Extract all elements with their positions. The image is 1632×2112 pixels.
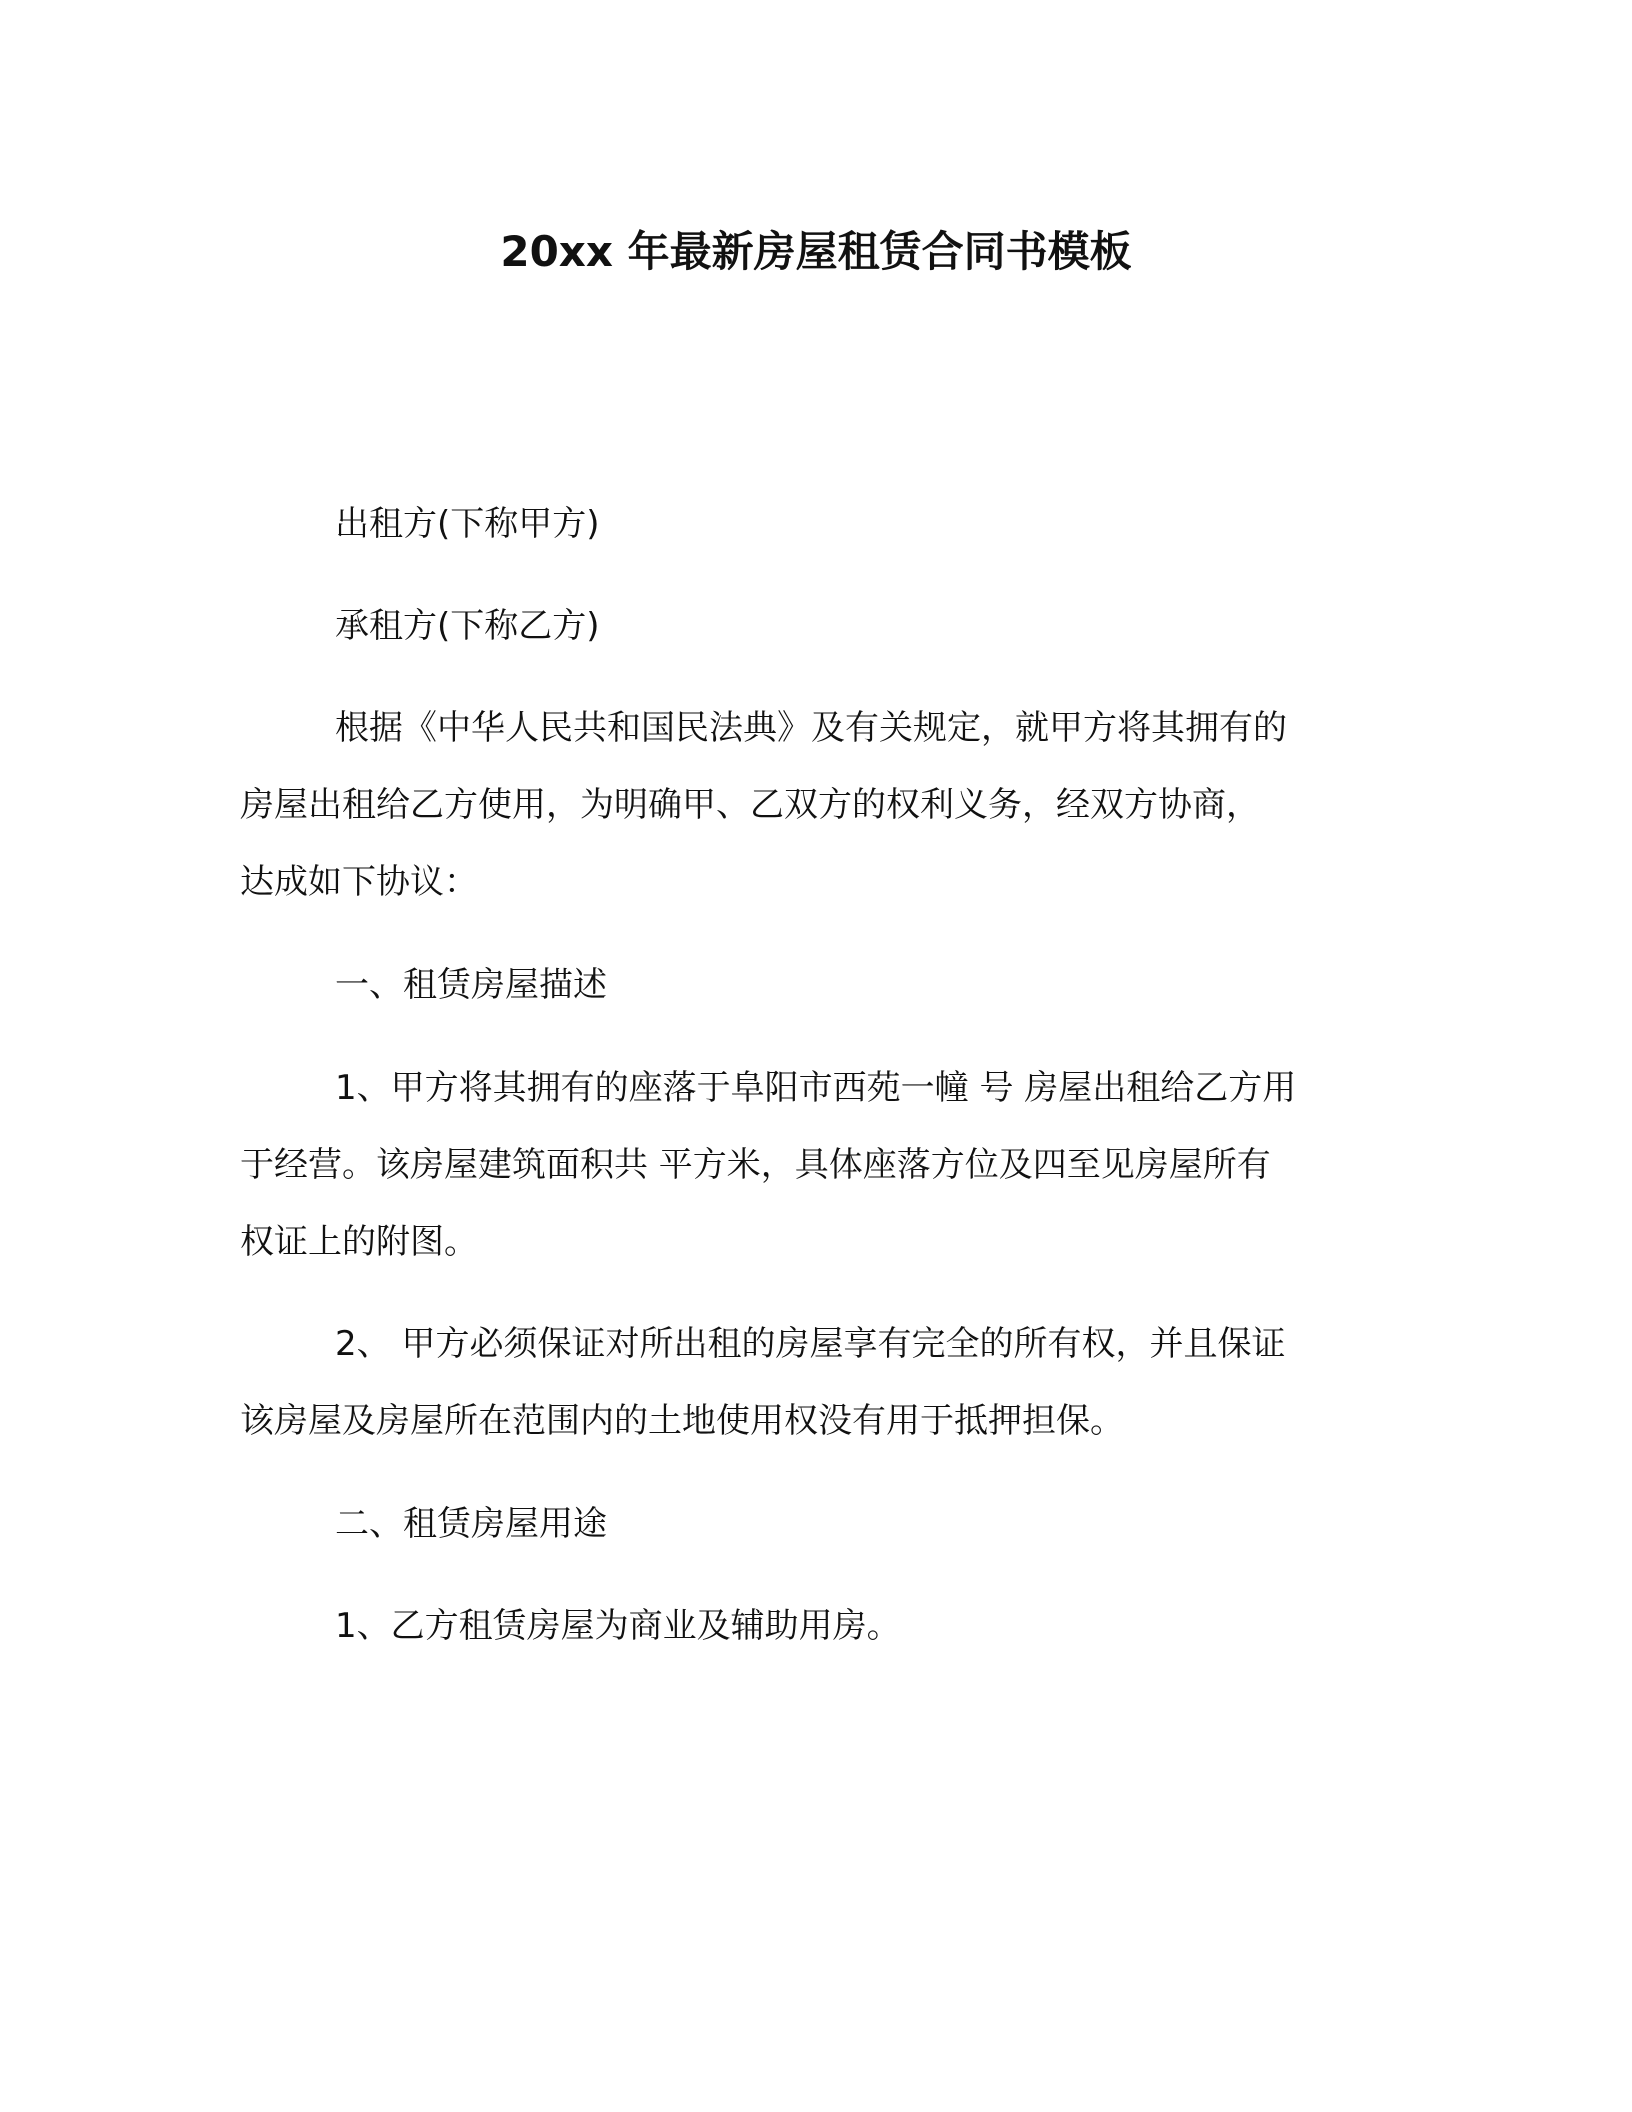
paragraph-line: 出租方(下称甲方) — [335, 504, 600, 544]
section-1-item-1 — [240, 1050, 1380, 1281]
paragraph-line: 1、甲方将其拥有的座落于阜阳市西苑一幢 号 房屋出租给乙方用 — [335, 1068, 1297, 1108]
paragraph-line: 根据《中华人民共和国民法典》及有关规定，就甲方将其拥有的 — [335, 708, 1287, 748]
section-1-heading — [240, 947, 1380, 1024]
paragraph-line: 于经营。该房屋建筑面积共 平方米，具体座落方位及四至见房屋所有 — [240, 1145, 1271, 1185]
paragraph-line: 一、租赁房屋描述 — [335, 965, 607, 1005]
paragraph-line: 2、 甲方必须保证对所出租的房屋享有完全的所有权，并且保证 — [335, 1324, 1286, 1364]
paragraph-line: 达成如下协议： — [240, 862, 478, 902]
lessor-paragraph — [240, 486, 1380, 563]
section-2-item-1 — [240, 1588, 1380, 1665]
lessee-paragraph — [240, 588, 1380, 665]
paragraph-line: 权证上的附图。 — [240, 1222, 478, 1262]
preamble-paragraph — [240, 690, 1380, 921]
paragraph-line: 二、租赁房屋用途 — [335, 1504, 607, 1544]
paragraph-line: 房屋出租给乙方使用，为明确甲、乙双方的权利义务，经双方协商， — [240, 785, 1260, 825]
document-title: 20xx 年最新房屋租赁合同书模板 — [500, 227, 1132, 276]
paragraph-line: 该房屋及房屋所在范围内的土地使用权没有用于抵押担保。 — [240, 1401, 1124, 1441]
paragraph-line: 承租方(下称乙方) — [335, 606, 600, 646]
paragraph-line: 1、乙方租赁房屋为商业及辅助用房。 — [335, 1606, 901, 1646]
section-2-heading — [240, 1486, 1380, 1563]
section-1-item-2 — [240, 1306, 1380, 1460]
